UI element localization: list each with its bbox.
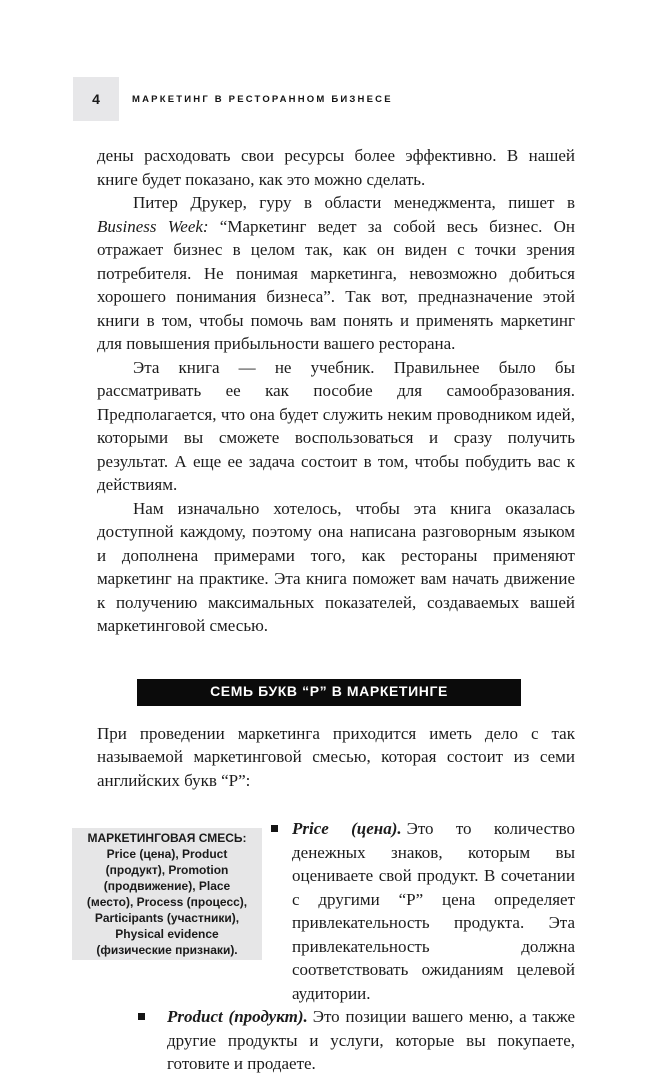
list-item-price <box>271 817 575 1005</box>
list-item-product <box>138 1005 575 1076</box>
bullet-square-icon <box>271 825 278 832</box>
paragraph-drucker-quote <box>97 191 575 356</box>
bullet-content <box>167 1005 575 1076</box>
body-text <box>86 144 575 1076</box>
section-banner: СЕМЬ БУКВ “Р” В МАРКЕТИНГЕ <box>137 679 521 706</box>
marketing-mix-row <box>86 817 575 1005</box>
page-number: 4 <box>92 91 100 107</box>
business-week-italic: Business Week: <box>97 216 209 236</box>
bullet-content <box>292 817 575 1005</box>
bullet-square-icon <box>138 1013 145 1020</box>
bullet-body: Это позиции вашего меню, а также другие продукты и услуги, которые вы покупаете, готовите и продаете. <box>167 1007 575 1073</box>
paragraph-text: “Маркетинг ведет за собой весь бизнес. Он отражает бизнес в целом так, как он виден с точки зрения потребителя. Не понимая маркетинга, невозможно добиться хорошего понимания бизнеса”. Так вот, предназначение этой книги в том, чтобы помочь вам понять и применять маркетинг для повышения прибыльности вашего ресторана. <box>97 216 575 353</box>
paragraph-text: Питер Друкер, гуру в области менеджмента, пишет в <box>133 193 575 212</box>
paragraph-marketing-mix-intro: При проведении маркетинга приходится иметь дело с так называемой маркетинговой смесью, которая состоит из семи английских букв “Р”: <box>97 723 575 790</box>
running-title: МАРКЕТИНГ В РЕСТОРАННОМ БИЗНЕСЕ <box>132 93 393 105</box>
paragraph-continuation: дены расходовать свои ресурсы более эффективно. В нашей книге будет показано, как это можно сделать. <box>97 146 575 189</box>
page-number-box <box>73 77 119 121</box>
paragraph-accessible: Нам изначально хотелось, чтобы эта книга оказалась доступной каждому, поэтому она написана разговорным языком и дополнена примерами того, как рестораны применяют маркетинг на практике. Эта книга поможет вам начать движение к получению максимальных показателей, создаваемых вашей маркетинговой смесью. <box>97 498 575 635</box>
paragraph-not-textbook: Эта книга — не учебник. Правильнее было бы рассматривать ее как пособие для самообразования. Предполагается, что она будет служить неким проводником идей, которыми вы сможете воспользоваться и сразу получить результат. А еще ее задача состоит в том, чтобы побудить вас к действиям. <box>97 357 575 494</box>
marketing-mix-note: МАРКЕТИНГОВАЯ СМЕСЬ: Price (цена), Product (продукт), Promotion (продвижение), Place (место), Process (процесс), Participants (участники), Physical evidence (физические признаки). <box>72 828 262 960</box>
bullet-term: Product (продукт). <box>167 1007 308 1026</box>
bullet-term: Price (цена). <box>292 819 402 838</box>
bullet-body: Это то количество денежных знаков, которым вы оцениваете свой продукт. В сочетании с другими “Р” цена определяет привлекательность продукта. Эта привлекательность должна соответствовать ожиданиям целевой аудитории. <box>292 819 575 1003</box>
